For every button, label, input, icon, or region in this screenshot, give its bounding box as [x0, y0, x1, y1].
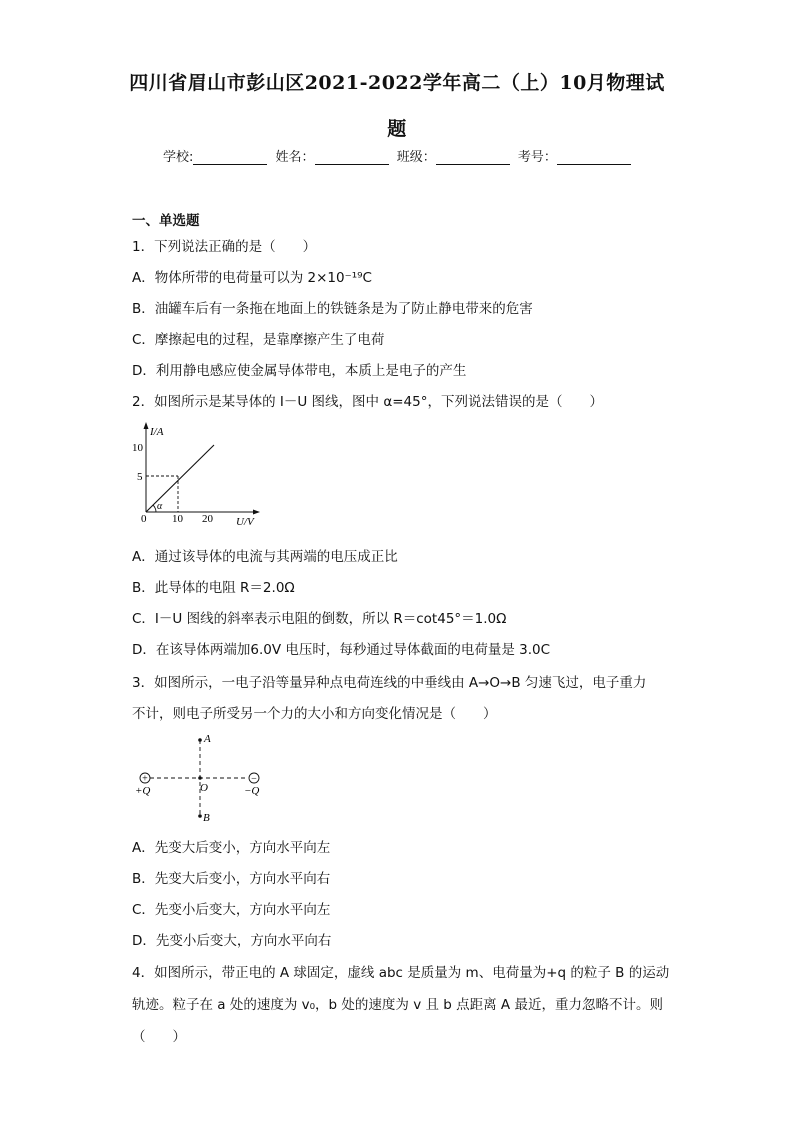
name-label: 姓名：: [275, 150, 315, 165]
y-axis-arrow: [144, 422, 149, 429]
section-heading: 一、单选题: [132, 213, 200, 229]
x-axis-label: U/V: [236, 516, 254, 528]
x-axis-arrow: [253, 510, 260, 515]
school-label: 学校:: [163, 150, 194, 165]
y-tick-5: 5: [137, 471, 143, 483]
exam-number-blank[interactable]: [557, 150, 631, 165]
x-tick-10: 10: [172, 513, 183, 525]
q1-option-b: B．油罐车后有一条拖在地面上的铁链条是为了防止静电带来的危害: [132, 301, 533, 317]
negative-charge-symbol: −: [251, 773, 257, 785]
dipole-figure: [130, 728, 270, 828]
q1-option-d: D．利用静电感应使金属导体带电，本质上是电子的产生: [132, 363, 467, 379]
x-tick-0: 0: [141, 513, 147, 525]
q2-option-b: B．此导体的电阻 R＝2.0Ω: [132, 580, 295, 596]
positive-charge-label: +Q: [135, 785, 151, 797]
positive-charge-symbol: +: [142, 773, 148, 785]
point-b-dot: [198, 814, 202, 818]
point-a-label: A: [204, 733, 211, 745]
y-tick-10: 10: [132, 442, 143, 454]
question-3-line1: 3．如图所示，一电子沿等量异种点电荷连线的中垂线由 A→O→B 匀速飞过，电子重力: [132, 675, 647, 691]
q2-option-a: A．通过该导体的电流与其两端的电压成正比: [132, 549, 398, 565]
iu-graph-figure: [128, 420, 268, 530]
x-tick-20: 20: [202, 513, 213, 525]
q1-option-a: A．物体所带的电荷量可以为 2×10⁻¹⁹C: [132, 270, 372, 286]
exam-title-continued: 题: [387, 118, 407, 140]
y-axis-label: I/A: [150, 426, 164, 438]
student-info-line: [163, 146, 635, 165]
point-o-dot: [198, 776, 202, 780]
angle-label: α: [157, 501, 163, 512]
class-label: 班级：: [396, 150, 436, 165]
question-4-line2: 轨迹。粒子在 a 处的速度为 v₀，b 处的速度为 v 且 b 点距离 A 最近，重力忽略不计。则: [132, 997, 663, 1013]
q3-option-c: C．先变小后变大，方向水平向左: [132, 902, 331, 918]
exam-title: 四川省眉山市彭山区2021-2022学年高二（上）10月物理试: [129, 72, 665, 94]
q2-option-d: D．在该导体两端加6.0V 电压时，每秒通过导体截面的电荷量是 3.0C: [132, 642, 551, 658]
point-b-label: B: [203, 812, 210, 824]
question-3-line2: 不计，则电子所受另一个力的大小和方向变化情况是（ ）: [132, 706, 497, 722]
q3-option-b: B．先变大后变小，方向水平向右: [132, 871, 331, 887]
class-blank[interactable]: [436, 150, 510, 165]
point-o-label: O: [200, 782, 208, 794]
exam-number-label: 考号：: [517, 150, 557, 165]
school-blank[interactable]: [193, 150, 267, 165]
question-4-line3: （ ）: [132, 1029, 186, 1045]
question-4-line1: 4．如图所示，带正电的 A 球固定，虚线 abc 是质量为 m、电荷量为+q 的粒子 B 的运动: [132, 965, 670, 981]
question-2: 2．如图所示是某导体的 I－U 图线，图中 α=45°，下列说法错误的是（ ）: [132, 394, 603, 410]
question-1: 1．下列说法正确的是（ ）: [132, 239, 317, 255]
point-a-dot: [198, 738, 202, 742]
negative-charge-label: −Q: [244, 785, 260, 797]
name-blank[interactable]: [315, 150, 389, 165]
q3-option-d: D．先变小后变大，方向水平向右: [132, 933, 332, 949]
q3-option-a: A．先变大后变小，方向水平向左: [132, 840, 331, 856]
angle-arc: [153, 505, 156, 512]
q2-option-c: C．I－U 图线的斜率表示电阻的倒数，所以 R＝cot45°＝1.0Ω: [132, 611, 507, 627]
q1-option-c: C．摩擦起电的过程，是靠摩擦产生了电荷: [132, 332, 385, 348]
